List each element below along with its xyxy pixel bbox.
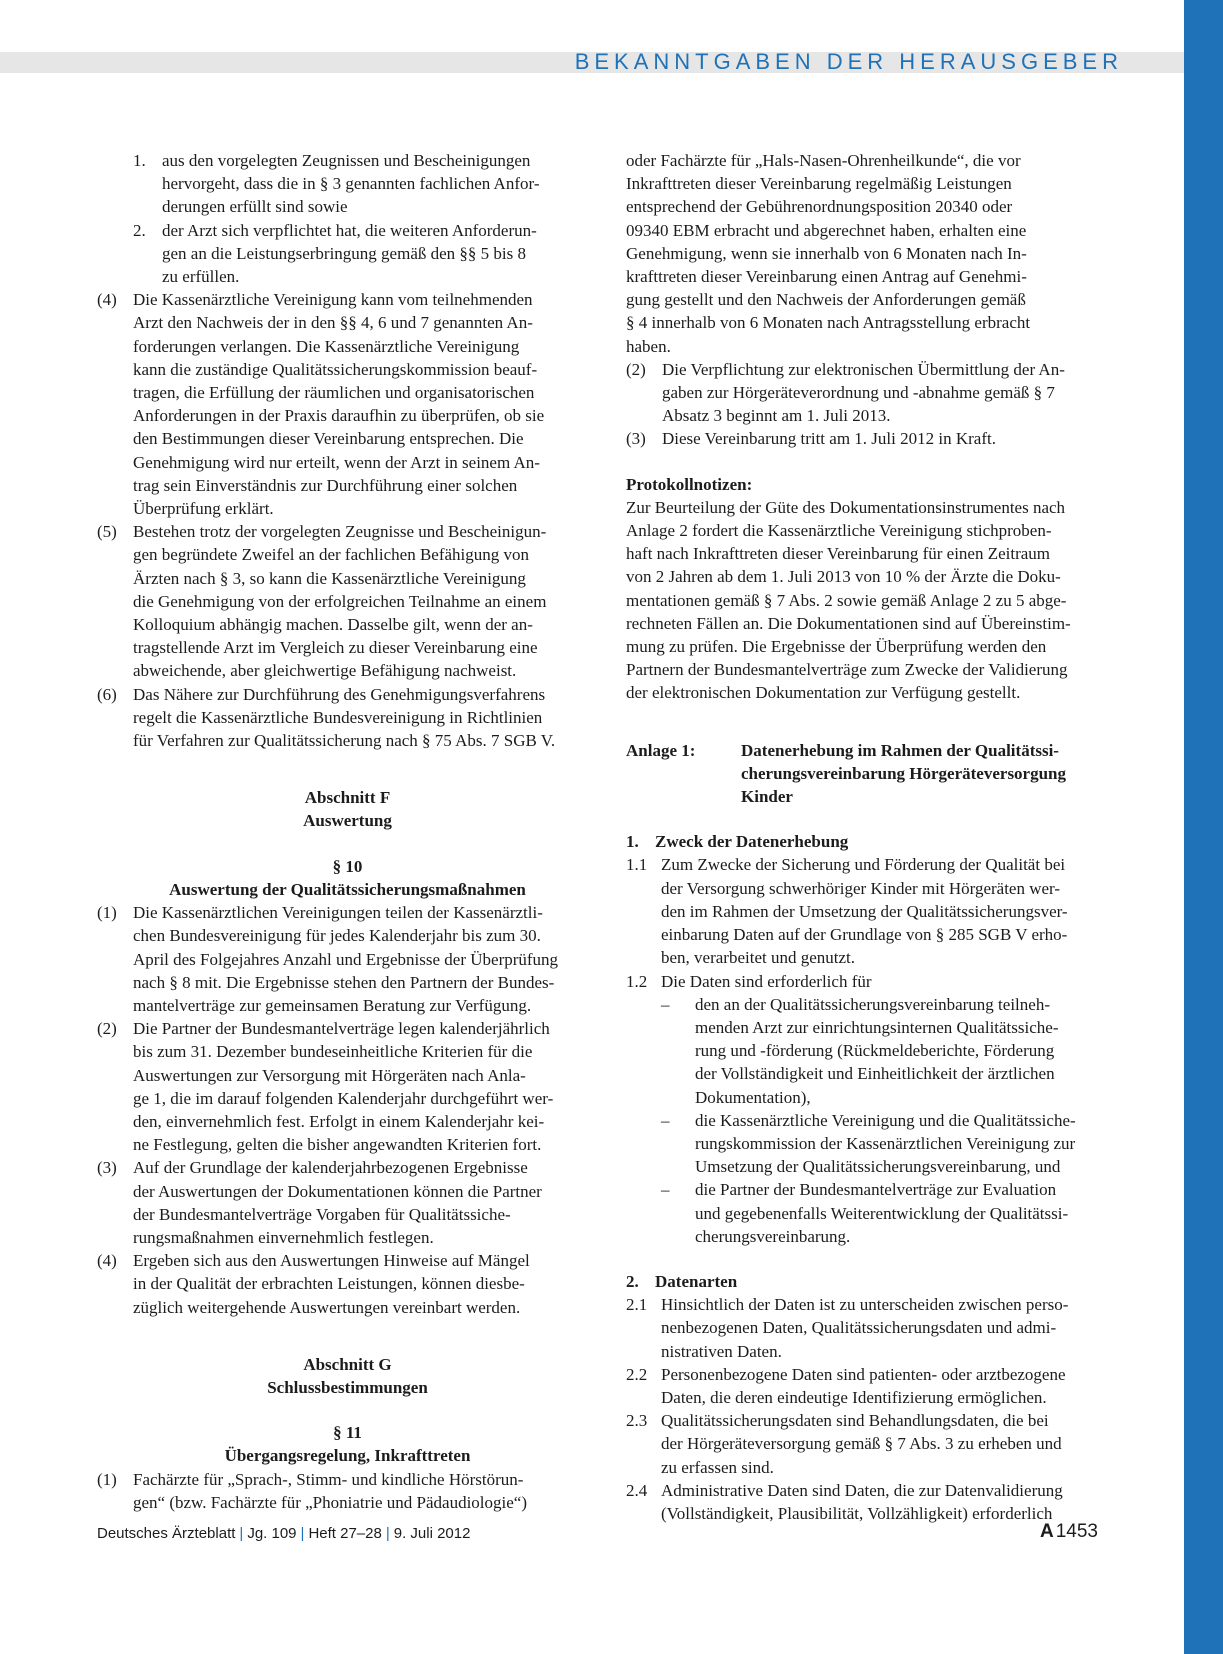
item-text — [695, 1178, 1121, 1248]
item-text — [662, 358, 1121, 428]
section-1-items — [626, 853, 1121, 992]
text-line: kann die zuständige Qualitätssicherungskommission beauf- — [133, 359, 538, 379]
anlage-heading — [626, 739, 1121, 809]
text-line: Auf der Grundlage der kalenderjahrbezogenen Ergebnisse — [133, 1158, 528, 1178]
item-text — [133, 683, 598, 753]
text-line: Fachärzte für „Sprach-, Stimm- und kindliche Hörstörun- — [133, 1469, 524, 1489]
item-marker: (2) — [626, 359, 646, 379]
text-line: der Bundesmantelverträge Vorgaben für Qualitätssiche- — [133, 1204, 511, 1224]
text-line: Arzt den Nachweis der in den §§ 4, 6 und 7 genannten An- — [133, 313, 533, 333]
item-marker: (4) — [97, 1251, 117, 1271]
numbered-item — [626, 970, 1121, 993]
text-line: Anlage 2 fordert die Kassenärztliche Vereinigung stichproben- — [626, 521, 1052, 541]
item-text — [662, 427, 1121, 450]
text-line: der Vollständigkeit und Einheitlichkeit der ärztlichen — [695, 1064, 1055, 1084]
text-line: Bestehen trotz der vorgelegten Zeugnisse und Bescheinigun- — [133, 522, 547, 542]
list-item — [133, 149, 598, 219]
text-line: einbarung Daten auf der Grundlage von § 285 SGB V erho- — [661, 925, 1068, 945]
abschnitt-g-title: Schlussbestimmungen — [267, 1377, 428, 1397]
text-line: zu erfassen sind. — [661, 1457, 774, 1477]
text-line: der Versorgung schwerhöriger Kinder mit Hörgeräten wer- — [661, 878, 1061, 898]
journal-name: Deutsches Ärzteblatt — [97, 1525, 236, 1542]
protokoll-heading: Protokollnotizen: — [626, 474, 753, 494]
abschnitt-f-title: Auswertung — [303, 811, 392, 831]
text-line: gung gestellt und den Nachweis der Anforderungen gemäß — [626, 290, 1026, 310]
text-line: Hinsichtlich der Daten ist zu unterscheiden zwischen perso- — [661, 1295, 1069, 1315]
text-line: der Hörgeräteversorgung gemäß § 7 Abs. 3 zu erheben und — [661, 1434, 1062, 1454]
par11-label: § 11 — [333, 1423, 362, 1443]
text-line: den Bestimmungen dieser Vereinbarung entsprechen. Die — [133, 429, 524, 449]
page-number: A 1453 — [1040, 1521, 1099, 1542]
text-line: abweichende, aber gleichwertige Befähigung nachweist. — [133, 661, 517, 681]
text-line: cherungsvereinbarung. — [695, 1226, 851, 1246]
text-line: nistrativen Daten. — [661, 1341, 782, 1361]
text-line: Partnern der Bundesmantelverträge zum Zwecke der Validierung — [626, 660, 1068, 680]
numbered-item — [626, 1479, 1121, 1525]
text-line: der elektronischen Dokumentation zur Verfügung gestellt. — [626, 683, 1021, 703]
text-line: Die Kassenärztliche Vereinigung kann vom teilnehmenden — [133, 290, 533, 310]
text-line: die Partner der Bundesmantelverträge zur Evaluation — [695, 1180, 1057, 1200]
side-color-bar — [1184, 0, 1223, 1654]
text-line: Die Verpflichtung zur elektronischen Übermittlung der An- — [662, 359, 1065, 379]
text-line: Auswertungen zur Versorgung mit Hörgeräten nach Anla- — [133, 1065, 526, 1085]
text-line: Personenbezogene Daten sind patienten- oder arztbezogene — [661, 1364, 1066, 1384]
text-line: Überprüfung erklärt. — [133, 499, 274, 519]
par10-label: § 10 — [332, 856, 363, 876]
text-line: zu erfüllen. — [162, 267, 240, 287]
text-line: Administrative Daten sind Daten, die zur Datenvalidierung — [661, 1480, 1063, 1500]
paragraph — [97, 520, 598, 682]
right-column — [626, 149, 1121, 1525]
text-line: Inkrafttreten dieser Vereinbarung regelmäßig Leistungen — [626, 174, 1012, 194]
text-line: ge 1, die im darauf folgenden Kalenderjahr durchgeführt wer- — [133, 1088, 554, 1108]
item-marker: (6) — [97, 684, 117, 704]
text-line: der Arzt sich verpflichtet hat, die weiteren Anforderun- — [162, 220, 537, 240]
text-line: Absatz 3 beginnt am 1. Juli 2013. — [662, 406, 891, 426]
anlage-title — [741, 739, 1121, 809]
paragraph — [626, 427, 1121, 450]
item-text — [133, 1156, 598, 1249]
protokoll-text — [626, 496, 1121, 705]
text-line: für Verfahren zur Qualitätssicherung nach § 75 Abs. 7 SGB V. — [133, 731, 556, 751]
dash-item — [661, 993, 1121, 1109]
item-text — [661, 1479, 1121, 1525]
paragraph — [97, 1468, 598, 1514]
text-line: Zur Beurteilung der Güte des Dokumentationsinstrumentes nach — [626, 497, 1066, 517]
abschnitt-g-label: Abschnitt G — [303, 1354, 392, 1374]
item-text — [162, 149, 598, 219]
text-line: die Genehmigung von der erfolgreichen Teilnahme an einem — [133, 591, 547, 611]
text-line: chen Bundesvereinigung für jedes Kalenderjahr bis zum 30. — [133, 926, 541, 946]
item-text — [133, 1249, 598, 1319]
text-line: den an der Qualitätssicherungsvereinbarung teilneh- — [695, 994, 1050, 1014]
item-marker: 1.2 — [626, 971, 648, 991]
item-marker: 1.1 — [626, 855, 648, 875]
text-line: rung und -förderung (Rückmeldeberichte, Förderung — [695, 1041, 1055, 1061]
item-text — [133, 901, 598, 1017]
text-line: haben. — [626, 336, 671, 356]
text-line: Ärzten nach § 3, so kann die Kassenärztliche Vereinigung — [133, 568, 526, 588]
text-line: Datenerhebung im Rahmen der Qualitätssi- — [741, 740, 1059, 760]
text-line: mentationen gemäß § 7 Abs. 2 sowie gemäß Anlage 2 zu 5 abge- — [626, 590, 1067, 610]
footer-citation: Deutsches Ärzteblatt | Jg. 109 | Heft 27–28 | 9. Juli 2012 — [97, 1525, 471, 1542]
text-line: die Kassenärztliche Vereinigung und die Qualitätssiche- — [695, 1110, 1076, 1130]
item-marker: – — [661, 1180, 670, 1200]
item-marker: (4) — [97, 290, 117, 310]
text-line: und gegebenenfalls Weiterentwicklung der Qualitätssi- — [695, 1203, 1069, 1223]
dash-list — [626, 993, 1121, 1248]
text-line: gen begründete Zweifel an der fachlichen Befähigung von — [133, 545, 530, 565]
item-text — [661, 970, 1121, 993]
paragraph — [97, 1156, 598, 1249]
text-line: Zum Zwecke der Sicherung und Förderung der Qualität bei — [661, 855, 1066, 875]
paragraph — [97, 1249, 598, 1319]
text-line: mantelverträge zur gemeinsamen Beratung zur Verfügung. — [133, 995, 532, 1015]
paragraph — [626, 358, 1121, 428]
item-marker: 2. — [133, 220, 146, 240]
text-line: Dokumentation), — [695, 1087, 811, 1107]
text-line: Genehmigung, wenn sie innerhalb von 6 Monaten nach In- — [626, 243, 1027, 263]
text-line: ne Festlegung, gelten die bisher angewandten Kriterien fort. — [133, 1135, 542, 1155]
numbered-item — [626, 853, 1121, 969]
item-text — [695, 1109, 1121, 1179]
item-text — [661, 853, 1121, 969]
text-line: krafttreten dieser Vereinbarung einen Antrag auf Genehmi- — [626, 267, 1027, 287]
text-line: oder Fachärzte für „Hals-Nasen-Ohrenheilkunde“, die vor — [626, 151, 1021, 170]
text-line: Umsetzung der Qualitätssicherungsvereinbarung, und — [695, 1157, 1061, 1177]
text-line: Anforderungen in der Praxis daraufhin zu überprüfen, ob sie — [133, 406, 545, 426]
paragraph-block — [97, 901, 598, 1319]
text-line: hervorgeht, dass die in § 3 genannten fachlichen Anfor- — [162, 174, 540, 194]
text-line: rungsmaßnahmen einvernehmlich festlegen. — [133, 1227, 434, 1247]
par11-title: Übergangsregelung, Inkrafttreten — [224, 1446, 471, 1466]
journal-issue: Heft 27–28 — [308, 1525, 382, 1542]
item-marker: – — [661, 1110, 670, 1130]
text-line: cherungsvereinbarung Hörgeräteversorgung — [741, 763, 1067, 783]
section-2-heading: 2. Datenarten — [626, 1271, 738, 1291]
text-line: tragstellende Arzt im Vergleich zu dieser Vereinbarung eine — [133, 638, 538, 658]
item-marker: (1) — [97, 903, 117, 923]
item-marker: 2.1 — [626, 1295, 648, 1315]
item-marker: (5) — [97, 522, 117, 542]
paragraph — [97, 288, 598, 520]
text-line: aus den vorgelegten Zeugnissen und Bescheinigungen — [162, 151, 531, 170]
paragraph — [97, 683, 598, 753]
text-line: Die Partner der Bundesmantelverträge legen kalenderjährlich — [133, 1019, 550, 1039]
text-line: rechneten Fällen an. Die Dokumentationen sind auf Übereinstim- — [626, 613, 1071, 633]
paragraph — [97, 901, 598, 1017]
item-text — [661, 1363, 1121, 1409]
text-line: von 2 Jahren ab dem 1. Juli 2013 von 10 % der Ärzte die Doku- — [626, 567, 1061, 587]
text-line: § 4 innerhalb von 6 Monaten nach Antragsstellung erbracht — [626, 313, 1031, 333]
item-text — [133, 520, 598, 682]
text-line: Das Nähere zur Durchführung des Genehmigungsverfahrens — [133, 684, 546, 704]
numbered-item — [626, 1363, 1121, 1409]
text-line: forderungen verlangen. Die Kassenärztliche Vereinigung — [133, 336, 520, 356]
dash-item — [661, 1109, 1121, 1179]
paragraph-block — [97, 288, 598, 752]
text-line: ben, verarbeitet und genutzt. — [661, 948, 856, 968]
item-marker: (3) — [626, 429, 646, 449]
paragraph — [97, 1017, 598, 1156]
item-text — [133, 288, 598, 520]
text-line: trag sein Einverständnis zur Durchführung einer solchen — [133, 475, 518, 495]
text-line: regelt die Kassenärztliche Bundesvereinigung in Richtlinien — [133, 707, 543, 727]
text-line: gen an die Leistungserbringung gemäß den §§ 5 bis 8 — [162, 243, 527, 263]
abschnitt-f-label: Abschnitt F — [304, 788, 391, 808]
text-line: menden Arzt zur einrichtungsinternen Qualitätssiche- — [695, 1017, 1059, 1037]
text-line: mung zu prüfen. Die Ergebnisse der Überprüfung werden den — [626, 637, 1047, 657]
text-line: haft nach Inkrafttreten dieser Vereinbarung für einen Zeitraum — [626, 544, 1051, 564]
left-column — [97, 149, 598, 1514]
item-marker: 2.4 — [626, 1480, 648, 1500]
item-text — [661, 1409, 1121, 1479]
text-line: derungen erfüllt sind sowie — [162, 197, 348, 217]
list-item — [133, 219, 598, 289]
anlage-label: Anlage 1: — [626, 740, 696, 760]
text-line: den, einvernehmlich fest. Erfolgt in einem Kalenderjahr kei- — [133, 1111, 545, 1131]
paragraph-block — [97, 1468, 598, 1514]
text-line: Diese Vereinbarung tritt am 1. Juli 2012 in Kraft. — [662, 429, 996, 449]
section-2-items — [626, 1293, 1121, 1525]
text-line: nach § 8 mit. Die Ergebnisse stehen den Partnern der Bundes- — [133, 972, 555, 992]
continuation-text — [626, 149, 1121, 358]
section-1-heading: 1. Zweck der Datenerhebung — [626, 832, 849, 852]
text-line: Daten, die deren eindeutige Identifizierung ermöglichen. — [661, 1387, 1047, 1407]
text-line: Die Daten sind erforderlich für — [661, 971, 872, 991]
text-line: Die Kassenärztlichen Vereinigungen teilen der Kassenärztli- — [133, 903, 543, 923]
text-line: tragen, die Erfüllung der räumlichen und organisatorischen — [133, 383, 535, 403]
section-title: BEKANNTGABEN DER HERAUSGEBER — [574, 49, 1123, 74]
numbered-item — [626, 1293, 1121, 1363]
text-line: 09340 EBM erbracht und abgerechnet haben, erhalten eine — [626, 220, 1027, 240]
text-line: entsprechend der Gebührenordnungsposition 20340 oder — [626, 197, 1013, 217]
text-line: Ergeben sich aus den Auswertungen Hinweise auf Mängel — [133, 1251, 530, 1271]
item-marker: (2) — [97, 1019, 117, 1039]
text-line: der Auswertungen der Dokumentationen können die Partner — [133, 1181, 542, 1201]
text-line: nenbezogenen Daten, Qualitätssicherungsdaten und admi- — [661, 1318, 1057, 1338]
item-marker: (3) — [97, 1158, 117, 1178]
par10-title: Auswertung der Qualitätssicherungsmaßnahmen — [169, 879, 526, 899]
journal-date: 9. Juli 2012 — [393, 1525, 471, 1542]
item-marker: 2.2 — [626, 1364, 648, 1384]
text-line: züglich weitergehende Auswertungen vereinbart werden. — [133, 1297, 521, 1317]
text-line: (Vollständigkeit, Plausibilität, Vollzähligkeit) erforderlich — [661, 1503, 1053, 1523]
item-marker: 2.3 — [626, 1411, 648, 1431]
text-line: den im Rahmen der Umsetzung der Qualitätssicherungsver- — [661, 901, 1068, 921]
item-text — [133, 1017, 598, 1156]
journal-volume: Jg. 109 — [247, 1525, 297, 1542]
text-line: in der Qualität der erbrachten Leistungen, können diesbe- — [133, 1274, 525, 1294]
numbered-list — [97, 149, 598, 288]
dash-item — [661, 1178, 1121, 1248]
text-line: gen“ (bzw. Fachärzte für „Phoniatrie und Pädaudiologie“) — [133, 1492, 527, 1512]
text-line: gaben zur Hörgeräteverordnung und -abnahme gemäß § 7 — [662, 383, 1055, 403]
item-text — [162, 219, 598, 289]
paragraph-block — [626, 358, 1121, 451]
item-marker: (1) — [97, 1469, 117, 1489]
text-line: Kolloquium abhängig machen. Dasselbe gilt, wenn der an- — [133, 615, 533, 635]
text-line: Kinder — [741, 787, 793, 807]
text-line: Qualitätssicherungsdaten sind Behandlungsdaten, die bei — [661, 1411, 1049, 1431]
item-marker: 1. — [133, 151, 146, 170]
item-text — [661, 1293, 1121, 1363]
text-line: bis zum 31. Dezember bundeseinheitliche Kriterien für die — [133, 1042, 533, 1062]
text-line: April des Folgejahres Anzahl und Ergebnisse der Überprüfung — [133, 949, 559, 969]
item-text — [133, 1468, 598, 1514]
text-line: Genehmigung wird nur erteilt, wenn der Arzt in seinem An- — [133, 452, 540, 472]
text-line: rungskommission der Kassenärztlichen Vereinigung zur — [695, 1133, 1076, 1153]
numbered-item — [626, 1409, 1121, 1479]
item-marker: – — [661, 994, 670, 1014]
item-text — [695, 993, 1121, 1109]
